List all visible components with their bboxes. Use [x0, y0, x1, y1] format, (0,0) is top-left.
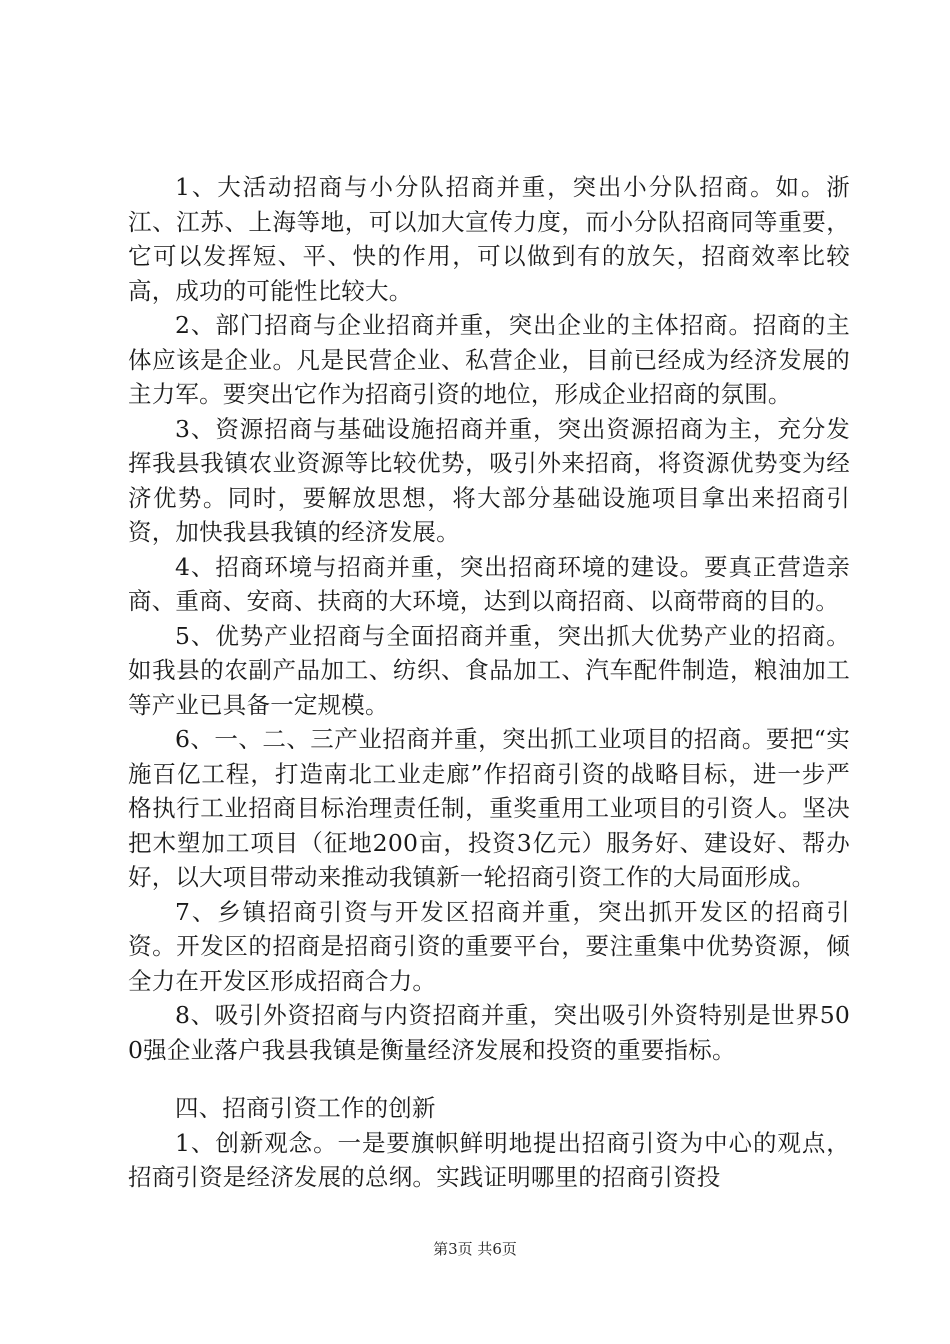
document-body: [128, 170, 850, 1195]
paragraph-6: 6、一、二、三产业招商并重，突出抓工业项目的招商。要把“实施百亿工程，打造南北工业走廊”作招商引资的战略目标，进一步严格执行工业招商目标治理责任制，重奖重用工业项目的引资人。坚决把木塑加工项目（征地200亩，投资3亿元）服务好、建设好、帮办好，以大项目带动来推动我镇新一轮招商引资工作的大局面形成。: [128, 725, 850, 891]
page-footer: 第3页 共6页: [433, 1240, 517, 1258]
paragraph-2: 2、部门招商与企业招商并重，突出企业的主体招商。招商的主体应该是企业。凡是民营企业、私营企业，目前已经成为经济发展的主力军。要突出它作为招商引资的地位，形成企业招商的氛围。: [128, 311, 850, 408]
paragraph-1: 1、大活动招商与小分队招商并重，突出小分队招商。如。浙江、江苏、上海等地，可以加大宣传力度，而小分队招商同等重要，它可以发挥短、平、快的作用，可以做到有的放矢，招商效率比较高，成功的可能性比较大。: [128, 173, 850, 305]
paragraph-3: 3、资源招商与基础设施招商并重，突出资源招商为主，充分发挥我县我镇农业资源等比较优势，吸引外来招商，将资源优势变为经济优势。同时，要解放思想，将大部分基础设施项目拿出来招商引资，加快我县我镇的经济发展。: [128, 414, 850, 546]
paragraph-5: 5、优势产业招商与全面招商并重，突出抓大优势产业的招商。如我县的农副产品加工、纺织、食品加工、汽车配件制造，粮油加工等产业已具备一定规模。: [128, 621, 850, 719]
section-paragraph-1: 1、创新观念。一是要旗帜鲜明地提出招商引资为中心的观点，招商引资是经济发展的总纲。实践证明哪里的招商引资投: [128, 1128, 850, 1191]
section-heading: 四、招商引资工作的创新: [175, 1094, 436, 1122]
paragraph-8: 8、吸引外资招商与内资招商并重，突出吸引外资特别是世界500强企业落户我县我镇是衡量经济发展和投资的重要指标。: [128, 1001, 850, 1064]
paragraph-4: 4、招商环境与招商并重，突出招商环境的建设。要真正营造亲商、重商、安商、扶商的大环境，达到以商招商、以商带商的目的。: [128, 552, 850, 615]
paragraph-7: 7、乡镇招商引资与开发区招商并重，突出抓开发区的招商引资。开发区的招商是招商引资的重要平台，要注重集中优势资源，倾全力在开发区形成招商合力。: [128, 897, 850, 995]
